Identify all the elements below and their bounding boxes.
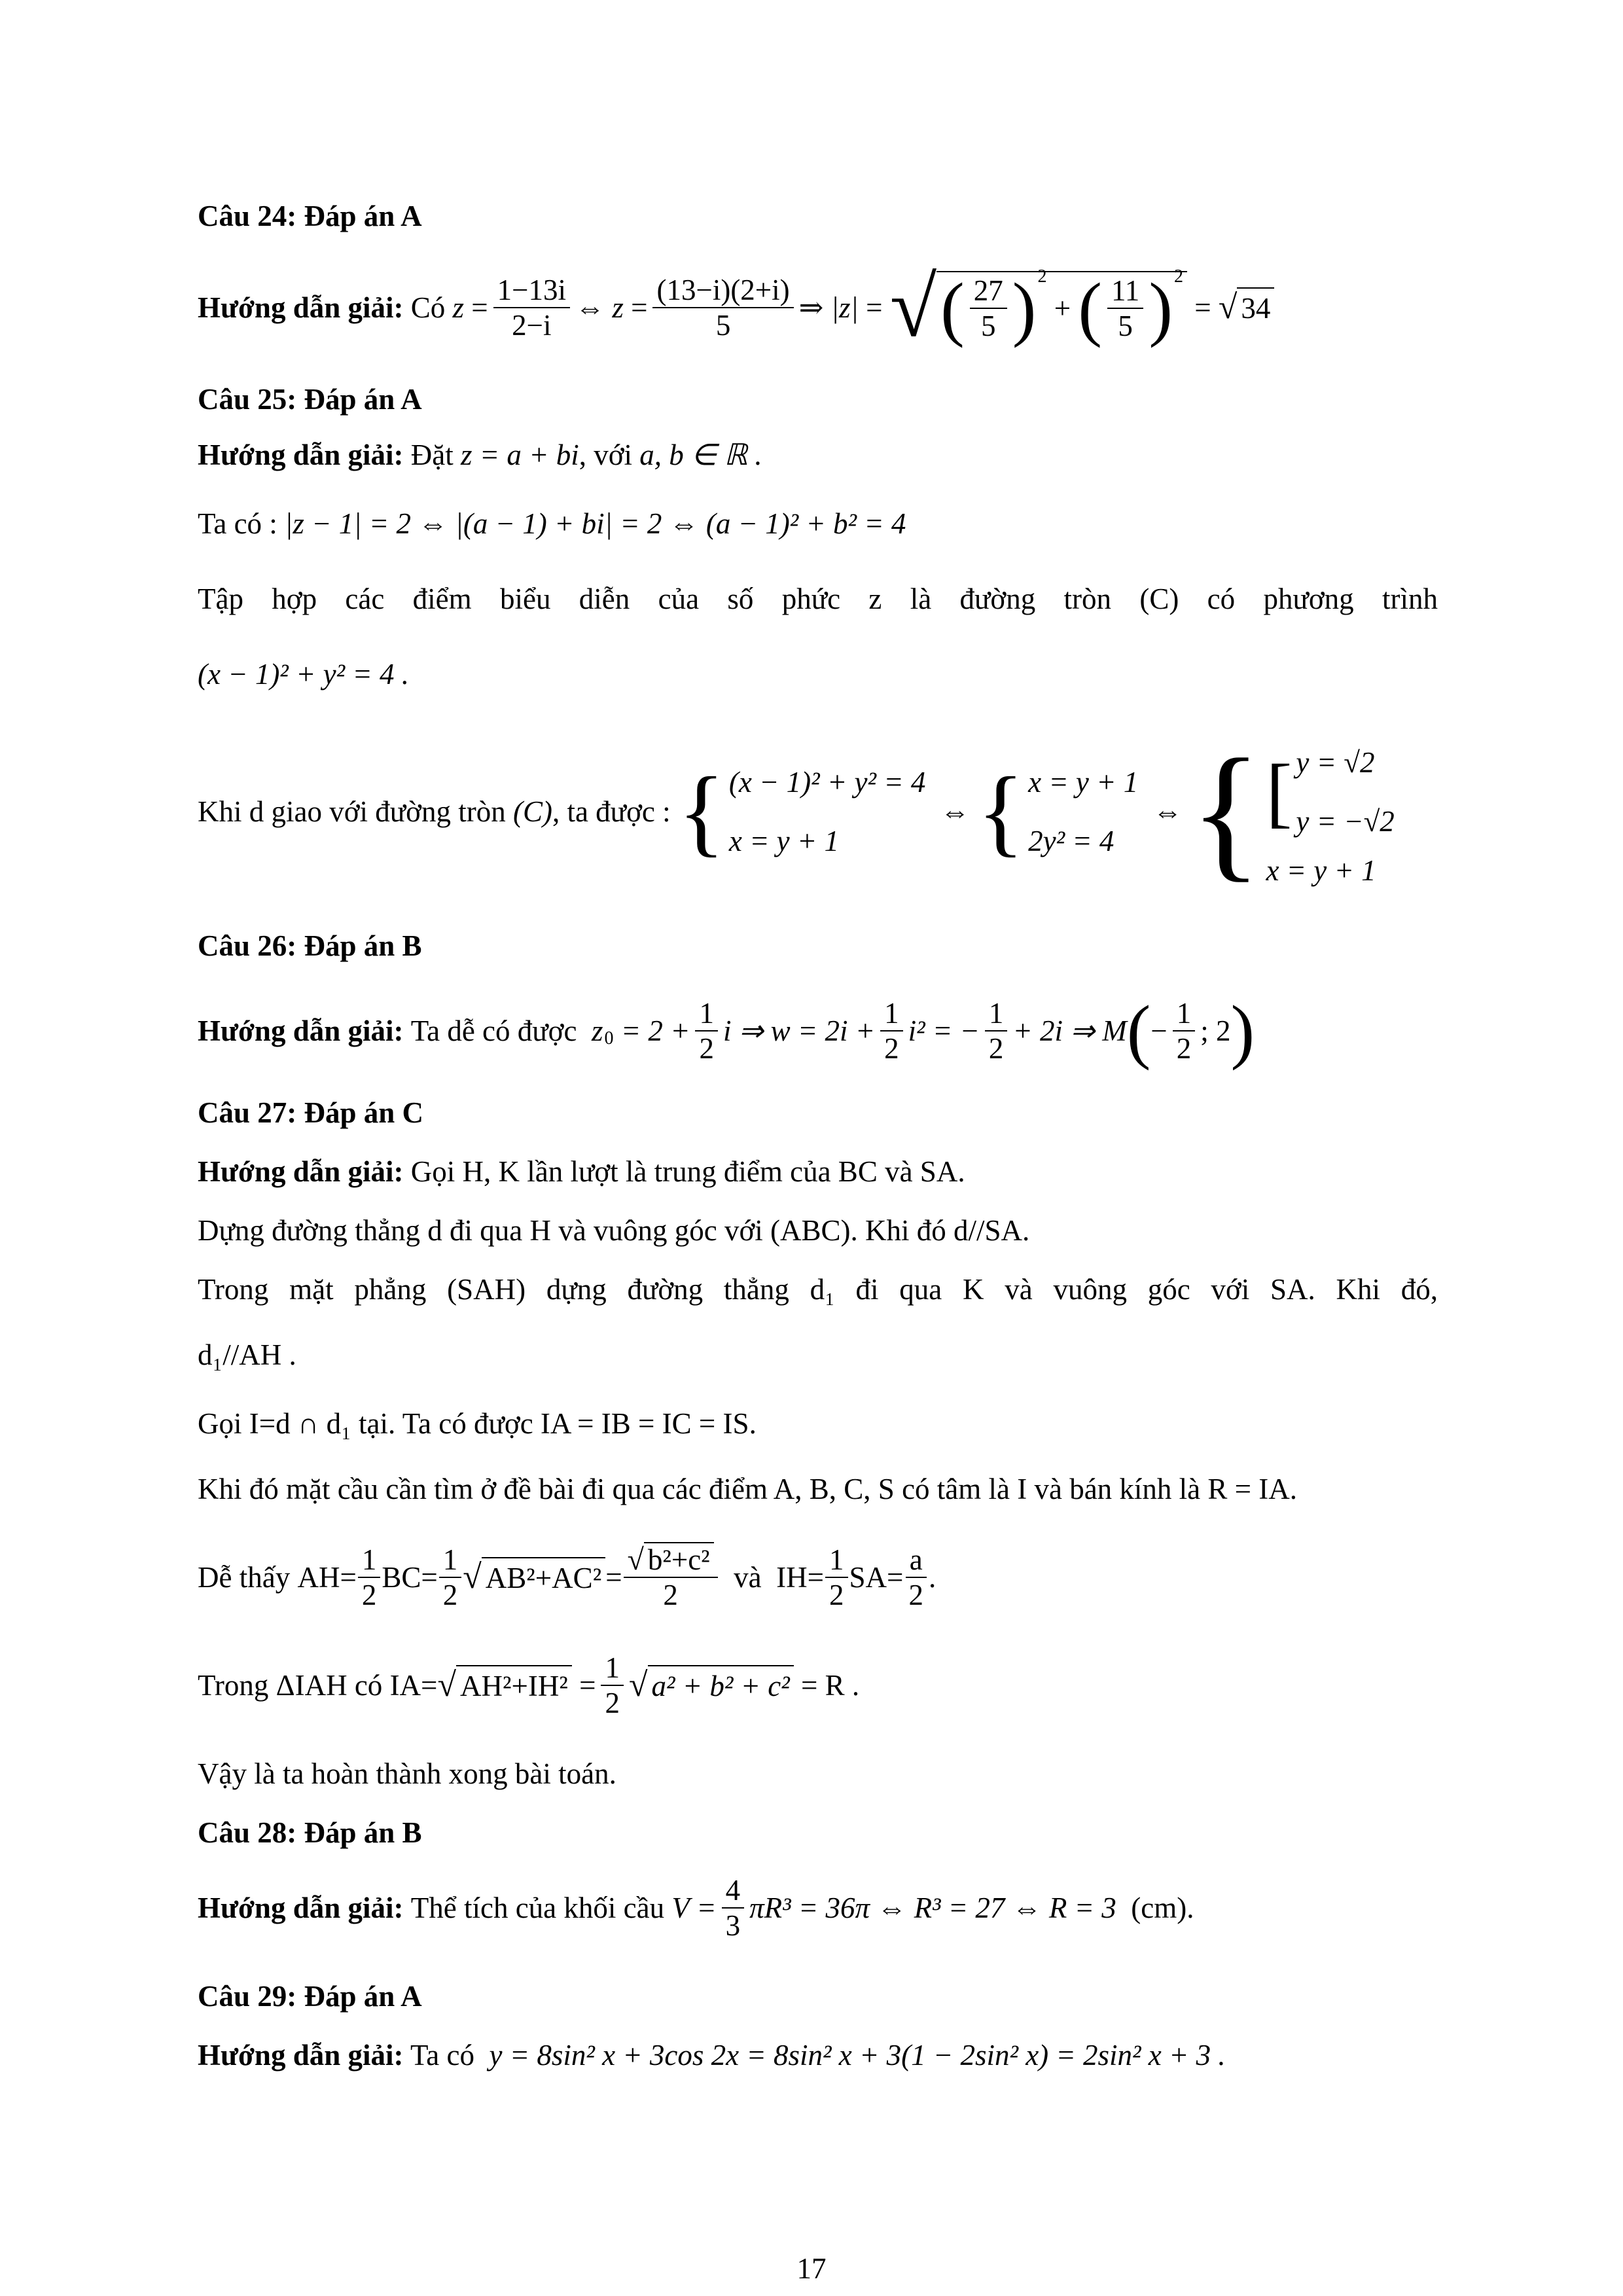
q28-heading: Câu 28: Đáp án B: [198, 1816, 422, 1849]
q25-sys1-eq1: (x − 1)² + y² = 4: [728, 766, 926, 798]
q27-line-2: Dựng đường thẳng d đi qua H và vuông góc với (ABC). Khi đó d//SA.: [198, 1214, 1030, 1247]
q25-l5-c: (C): [512, 795, 552, 828]
q27-l8-ia: IA=: [389, 1669, 438, 1702]
q26-half4-num: 1: [1173, 996, 1196, 1031]
q24-plus: +: [1054, 292, 1071, 325]
q27-l7-a-den: 2: [908, 1579, 923, 1611]
q29-solution: [198, 2036, 1441, 2075]
q28-rest: πR³ = 36π ⇔ R³ = 27 ⇔ R = 3: [749, 1892, 1116, 1924]
q27-line-6: Khi đó mặt cầu cần tìm ở đề bài đi qua các điểm A, B, C, S có tâm là I và bán kính là R = IA.: [198, 1473, 1298, 1505]
q28-v: V =: [671, 1892, 717, 1924]
q27-l7-half-3: [825, 1543, 848, 1612]
q25-line-2: [198, 504, 1441, 543]
q27-l8-eq: =: [579, 1669, 596, 1702]
q24-f1-den: 2−i: [512, 309, 552, 342]
q24-sqrt-sign: √: [1218, 289, 1238, 326]
q25-l5-prefix: Khi d giao với đường tròn: [198, 795, 506, 828]
q25-line-1: [198, 435, 1441, 475]
q28-intro: Thể tích của khối cầu: [410, 1892, 665, 1924]
q25-system-2: { x = y + 1 2y² = 4: [977, 753, 1138, 870]
q27-l7-h1-num: 1: [358, 1543, 381, 1578]
q27-l8-end: = R .: [800, 1669, 860, 1702]
q27-l7-radicand-1: AB²+AC²: [482, 1557, 605, 1598]
q27-l7-prefix: Dễ thấy: [198, 1561, 291, 1594]
q24-big-radicand: ( $\frac{27}{5}$ ) 2 + ( $\frac{11}{5}$ ) 2: [936, 271, 1187, 344]
q27-line-1: [198, 1152, 1441, 1191]
q27-l7-sa: SA=: [849, 1561, 904, 1594]
q24-eq: =: [471, 291, 488, 324]
q25-l2-prefix: Ta có :: [198, 507, 277, 540]
q26-half2-den: 2: [884, 1032, 899, 1065]
q24-eq2: =: [631, 291, 648, 324]
q26-neg: −: [1150, 1014, 1168, 1047]
q25-system-1: { (x − 1)² + y² = 4 x = y + 1: [678, 753, 926, 870]
q29-guide-label: Hướng dẫn giải:: [198, 2039, 404, 2072]
q27-l7-h3-num: 1: [825, 1543, 848, 1578]
q27-l8-prefix: Trong: [198, 1669, 269, 1702]
q24-intro: Có: [410, 291, 446, 324]
q24-heading: Câu 24: Đáp án A: [198, 200, 422, 232]
q24-iff: ⇔: [575, 291, 605, 324]
q27-line-3: Trong mặt phẳng (SAH) dựng đường thẳng d₁ đi qua K và vuông góc với SA. Khi đó,: [198, 1273, 1438, 1306]
q26-half2-num: 1: [880, 996, 903, 1031]
q25-system-3: { [ y = √2 y = −√2 x = y + 1: [1190, 728, 1395, 895]
q25-iff-1: ⇔: [940, 795, 970, 828]
q27-line-7: Dễ thấy AH= $\frac{1}{2}$ BC= $\frac{1}{2}$ √ AB²+AC² = $\frac{\text{√ b²+c²}}{2}$ và IH= $\frac{1}{2}$ SA= $\frac{a}{2}$ .: [198, 1543, 936, 1611]
q24-z2: z: [612, 291, 624, 324]
q27-l7-half-1: [358, 1543, 381, 1612]
q27-line-9: Vậy là ta hoàn thành xong bài toán.: [198, 1757, 616, 1790]
q25-guide-label: Hướng dẫn giải:: [198, 439, 404, 471]
q25-l2-math: |z − 1| = 2 ⇔ |(a − 1) + bi| = 2 ⇔ (a − 1)² + b² = 4: [285, 507, 906, 540]
q27-l7-frac-root: $\frac{\text{√ b²+c²}}{2}$: [624, 1543, 718, 1612]
q24-term-2: [1107, 274, 1143, 343]
q24-result: 34: [1237, 287, 1274, 328]
q28-f-num: 4: [722, 1873, 745, 1909]
q27-guide-label: Hướng dẫn giải:: [198, 1155, 404, 1188]
q27-l7-half-2: [439, 1543, 462, 1612]
q27-l8-radicand-2: a² + b² + c²: [648, 1665, 794, 1706]
q25-iff-2: ⇔: [1152, 795, 1183, 828]
q24-eq3: =: [866, 291, 883, 324]
q28-fraction: [722, 1873, 745, 1943]
q26-solution: Hướng dẫn giải: Ta dễ có được z 0 = 2 + $\frac{1}{2}$ i ⇒ w = 2i + $\frac{1}{2}$ i² = − $\frac{1}{2}$ + 2i ⇒ M ( − $\frac{1}{2}$ ; 2 ): [198, 991, 1255, 1071]
q24-guide-label: Hướng dẫn giải:: [198, 291, 404, 324]
q25-with-math: a, b ∈ ℝ .: [639, 439, 762, 471]
q24-t1-num: 27: [970, 274, 1007, 309]
q24-t1-den: 5: [981, 310, 996, 342]
q24-term-1: [970, 274, 1007, 343]
q28-unit: (cm).: [1131, 1892, 1194, 1924]
q26-z0-sub: 0: [604, 1028, 614, 1049]
q26-half3-num: 1: [985, 996, 1008, 1031]
q27-line-5: Gọi I=d ∩ d₁ tại. Ta có được IA = IB = IC = IS.: [198, 1407, 757, 1440]
q29-heading: Câu 29: Đáp án A: [198, 1980, 422, 2013]
q26-guide-label: Hướng dẫn giải:: [198, 1014, 404, 1047]
q26-intro: Ta dễ có được: [410, 1014, 577, 1047]
q26-heading: Câu 26: Đáp án B: [198, 929, 422, 962]
q27-l7-h3-den: 2: [829, 1579, 844, 1611]
q25-l4-math: (x − 1)² + y² = 4 .: [198, 658, 409, 691]
q24-z: z: [452, 291, 465, 324]
q28-f-den: 3: [725, 1909, 741, 1942]
q24-absz: |z|: [830, 291, 859, 324]
q25-sys2-eq2: 2y² = 4: [1028, 825, 1115, 857]
q26-half-2: [880, 996, 903, 1066]
q27-l7-h2-num: 1: [439, 1543, 462, 1578]
q24-f2-num: (13−i)(2+i): [652, 273, 793, 308]
q27-l7-bc: BC=: [382, 1561, 438, 1594]
page-number: 17: [796, 2252, 827, 2285]
q27-l7-eq: =: [605, 1561, 622, 1594]
q27-line-8: Trong ΔIAH có IA= √ AH²+IH² = $\frac{1}{2}$ √ a² + b² + c² = R .: [198, 1651, 860, 1719]
q27-l7-va: và: [734, 1561, 762, 1594]
q27-l8-radicand-1: AH²+IH²: [456, 1665, 572, 1706]
q26-half-4: [1173, 996, 1196, 1066]
q27-l1-text: Gọi H, K lần lượt là trung điểm của BC và SA.: [410, 1155, 965, 1188]
q29-intro: Ta có: [410, 2039, 474, 2072]
q27-l7-radicand-2: b²+c²: [644, 1542, 714, 1576]
q27-l7-fr-den: 2: [663, 1579, 678, 1611]
q26-part4: + 2i ⇒ M: [1012, 1014, 1127, 1047]
q27-l7-ah: AH=: [297, 1561, 357, 1594]
q26-half1-num: 1: [695, 996, 718, 1031]
q27-l8-half: [601, 1651, 624, 1720]
q26-z0: z: [591, 1014, 603, 1047]
q27-l7-ih: IH=: [776, 1561, 825, 1594]
q29-math: y = 8sin² x + 3cos 2x = 8sin² x + 3(1 − 2sin² x) = 2sin² x + 3 .: [489, 2039, 1226, 2072]
q26-part2: i ⇒ w = 2i +: [722, 1014, 876, 1047]
q26-part1: = 2 +: [620, 1014, 690, 1047]
q28-solution: [198, 1865, 1441, 1950]
q25-line-5: [198, 730, 1441, 893]
q25-heading: Câu 25: Đáp án A: [198, 383, 422, 416]
q25-sys1-eq2: x = y + 1: [728, 825, 840, 857]
q24-f2-den: 5: [715, 309, 731, 342]
q24-fraction-2: [652, 273, 793, 342]
q25-set-text: Đặt: [410, 439, 454, 471]
q27-line-4: d₁//AH .: [198, 1338, 296, 1371]
q24-sq1: 2: [1037, 266, 1047, 287]
q26-half-3: [985, 996, 1008, 1066]
q25-sys3-eq1: y = √2: [1296, 746, 1375, 779]
q27-l7-end: .: [928, 1561, 936, 1594]
q28-guide-label: Hướng dẫn giải:: [198, 1892, 404, 1924]
q25-sys3-eq2: y = −√2: [1296, 805, 1395, 838]
q27-l8-tri: ΔIAH có: [276, 1669, 383, 1702]
q25-with-text: , với: [579, 439, 633, 471]
q25-l5-mid: , ta được :: [552, 795, 671, 828]
q27-l7-h2-den: 2: [442, 1579, 458, 1611]
q27-l7-a-num: a: [906, 1543, 927, 1578]
q24-solution: [198, 262, 1441, 353]
q26-half-1: [695, 996, 718, 1066]
q27-l7-a-half: [904, 1543, 927, 1612]
q27-l8-h-num: 1: [601, 1651, 624, 1686]
q26-half4-den: 2: [1176, 1032, 1192, 1065]
q27-l7-h1-den: 2: [361, 1579, 377, 1611]
q24-eq4: =: [1194, 291, 1211, 324]
q26-half1-den: 2: [699, 1032, 714, 1065]
q25-line-3: Tập hợp các điểm biểu diễn của số phức z là đường tròn (C) có phương trình: [198, 583, 1438, 615]
q27-l8-h-den: 2: [605, 1687, 620, 1719]
q25-sys2-eq1: x = y + 1: [1028, 766, 1139, 798]
q24-t2-den: 5: [1118, 310, 1133, 342]
q26-half3-den: 2: [988, 1032, 1004, 1065]
q26-part5-end: ; 2: [1200, 1014, 1231, 1047]
q25-line-4: [198, 655, 1441, 694]
q24-sq2: 2: [1173, 266, 1183, 287]
q25-set-math: z = a + bi: [460, 439, 579, 471]
q24-big-sqrt-sign: √: [889, 260, 937, 355]
q27-heading: Câu 27: Đáp án C: [198, 1096, 424, 1129]
q24-implies: ⇒: [798, 291, 824, 324]
q25-sys3-eq3: x = y + 1: [1266, 854, 1376, 887]
q24-t2-num: 11: [1107, 274, 1143, 309]
q24-f1-num: 1−13i: [493, 273, 570, 308]
q26-part3: i² = −: [908, 1014, 980, 1047]
q24-fraction-1: [493, 273, 570, 342]
